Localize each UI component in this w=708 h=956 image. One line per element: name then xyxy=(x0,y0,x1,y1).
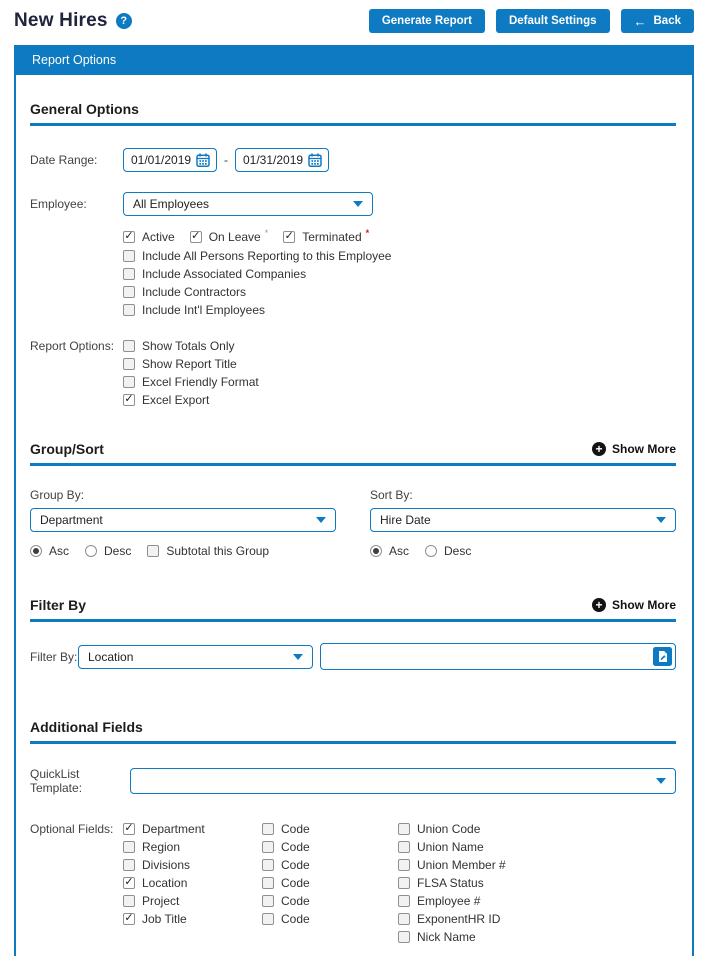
checkbox-box[interactable]: ✓ xyxy=(191,230,201,242)
option-label: Department xyxy=(142,821,205,836)
option-label: On Leave xyxy=(208,229,261,244)
date-separator: - xyxy=(224,153,228,167)
general-options-heading: General Options xyxy=(30,101,139,117)
checkbox-department[interactable] xyxy=(123,820,262,837)
group-by-label: Group By: xyxy=(30,488,85,502)
checkbox-excel-friendly-format[interactable] xyxy=(123,373,259,390)
show-more-label: Show More xyxy=(611,598,676,612)
back-button[interactable] xyxy=(621,9,695,33)
checkbox-box[interactable] xyxy=(123,358,135,370)
optional-fields-column-2 xyxy=(262,820,398,946)
generate-report-label: Generate Report xyxy=(381,15,472,27)
section-divider xyxy=(30,123,676,126)
option-label: Excel Friendly Format xyxy=(142,374,259,389)
option-label: Include Contractors xyxy=(142,284,247,299)
option-label: Subtotal this Group xyxy=(166,543,270,558)
section-divider xyxy=(30,619,676,622)
optional-fields-row xyxy=(30,820,676,946)
checkbox-box[interactable]: ✓ xyxy=(124,876,134,888)
checkbox-on-leave[interactable]: ✓ On Leave * xyxy=(191,227,269,244)
checkbox-include-int-l-employees[interactable] xyxy=(123,301,676,318)
optional-fields-column-1 xyxy=(123,820,262,946)
checkbox-box[interactable] xyxy=(123,841,135,853)
report-options-panel xyxy=(14,45,694,956)
date-range-label: Date Range: xyxy=(30,153,98,167)
report-options-label: Report Options: xyxy=(30,339,115,353)
checkbox-box[interactable] xyxy=(123,376,135,388)
checkbox-box[interactable] xyxy=(398,895,410,907)
checkbox-box[interactable] xyxy=(123,859,135,871)
filter-by-heading: Filter By xyxy=(30,597,87,613)
option-label: Desc xyxy=(444,543,472,558)
radio-asc[interactable] xyxy=(370,542,409,559)
lookup-list-icon[interactable] xyxy=(653,647,672,666)
checkbox-box[interactable] xyxy=(262,895,274,907)
checkbox-box[interactable] xyxy=(123,268,135,280)
checkbox-box[interactable] xyxy=(262,877,274,889)
checkbox-union-code[interactable] xyxy=(398,820,676,837)
group-by-order-options xyxy=(30,542,336,560)
section-divider xyxy=(30,741,676,744)
option-label: Code xyxy=(281,911,310,926)
filter-by-show-more[interactable] xyxy=(592,598,676,612)
generate-report-button[interactable] xyxy=(369,9,485,33)
checkbox-box[interactable]: ✓ xyxy=(284,230,294,242)
group-sort-heading: Group/Sort xyxy=(30,441,104,457)
option-label: Code xyxy=(281,857,310,872)
checkbox-active[interactable] xyxy=(123,228,175,245)
end-date-value: 01/31/2019 xyxy=(243,153,304,167)
group-by-column xyxy=(30,488,336,560)
option-label: ExponentHR ID xyxy=(417,911,501,926)
checkbox-union-name[interactable] xyxy=(398,838,676,855)
report-options-list xyxy=(123,337,259,409)
radio-desc[interactable] xyxy=(425,542,471,559)
calendar-icon[interactable] xyxy=(308,153,322,167)
option-label: FLSA Status xyxy=(417,875,484,890)
checkbox-box[interactable] xyxy=(262,913,274,925)
checkbox-box[interactable]: ✓ xyxy=(124,393,134,405)
date-range-row xyxy=(30,148,676,172)
plus-circle-icon: + xyxy=(592,598,606,612)
filter-value-field xyxy=(320,643,676,670)
option-label: Desc xyxy=(104,543,132,558)
group-sort-show-more[interactable] xyxy=(592,442,676,456)
option-label: Include Int'l Employees xyxy=(142,302,266,317)
sort-by-select[interactable] xyxy=(370,508,676,532)
checkbox-project[interactable] xyxy=(123,892,262,909)
radio-button[interactable] xyxy=(85,545,97,557)
checkbox-show-totals-only[interactable] xyxy=(123,337,259,354)
checkbox-box[interactable] xyxy=(398,841,410,853)
option-label: Code xyxy=(281,821,310,836)
checkbox-terminated[interactable]: ✓ Terminated * xyxy=(284,227,370,244)
option-label: Show Totals Only xyxy=(142,338,235,353)
chevron-down-icon xyxy=(293,654,303,660)
checkbox-box[interactable] xyxy=(262,823,274,835)
checkbox-box[interactable] xyxy=(123,250,135,262)
chevron-down-icon xyxy=(656,517,666,523)
option-label: Code xyxy=(281,893,310,908)
arrow-left-icon: ← xyxy=(633,13,647,29)
optional-fields-label: Optional Fields: xyxy=(30,822,114,836)
additional-fields-heading: Additional Fields xyxy=(30,719,143,735)
option-label: Location xyxy=(142,875,188,890)
option-label: Terminated xyxy=(302,229,362,244)
quicklist-template-select[interactable] xyxy=(130,768,676,794)
checkbox-box[interactable]: ✓ xyxy=(124,230,134,242)
checkbox-region[interactable] xyxy=(123,838,262,855)
option-label: Union Name xyxy=(417,839,484,854)
calendar-icon[interactable] xyxy=(196,153,210,167)
default-settings-button[interactable] xyxy=(496,9,610,33)
option-label: Employee # xyxy=(417,893,481,908)
checkbox-subtotal-this-group[interactable] xyxy=(147,542,269,559)
checkbox-employee[interactable] xyxy=(398,892,676,909)
employee-select-value: All Employees xyxy=(133,197,210,211)
checkbox-box[interactable]: ✓ xyxy=(124,822,134,834)
checkbox-box[interactable] xyxy=(398,877,410,889)
checkbox-box[interactable]: ✓ xyxy=(124,912,134,924)
chevron-down-icon xyxy=(353,201,363,207)
chevron-down-icon xyxy=(316,517,326,523)
option-label: Include Associated Companies xyxy=(142,266,307,281)
employee-include-options xyxy=(123,247,676,318)
filter-value-input[interactable] xyxy=(324,646,653,667)
option-label: Divisions xyxy=(142,857,191,872)
plus-circle-icon: + xyxy=(592,442,606,456)
filter-by-label: Filter By: xyxy=(30,649,78,664)
checkbox-include-contractors[interactable] xyxy=(123,283,676,300)
help-icon[interactable]: ? xyxy=(116,13,132,29)
option-label: Code xyxy=(281,839,310,854)
checkbox-excel-export[interactable] xyxy=(123,391,259,408)
back-label: Back xyxy=(653,15,681,27)
option-label: Region xyxy=(142,839,181,854)
filter-field-value: Location xyxy=(88,649,134,664)
page-title: New Hires xyxy=(14,10,108,31)
panel-header: Report Options xyxy=(16,45,692,75)
checkbox-box[interactable] xyxy=(398,931,410,943)
option-label: Include All Persons Reporting to this Employee xyxy=(142,248,392,263)
employee-label: Employee: xyxy=(30,197,87,211)
checkbox-code[interactable] xyxy=(262,856,398,873)
show-more-label: Show More xyxy=(611,442,676,456)
radio-button[interactable] xyxy=(30,545,42,557)
group-by-value: Department xyxy=(40,513,103,527)
option-label: Active xyxy=(142,229,175,244)
optional-fields-column-3 xyxy=(398,820,676,946)
chevron-down-icon xyxy=(656,778,666,784)
checkbox-include-associated-companies[interactable] xyxy=(123,265,676,282)
checkbox-box[interactable] xyxy=(123,286,135,298)
employee-status-options xyxy=(123,228,676,245)
checkbox-box[interactable] xyxy=(398,823,410,835)
section-divider xyxy=(30,463,676,466)
checkbox-code[interactable] xyxy=(262,892,398,909)
checkbox-flsa-status[interactable] xyxy=(398,874,676,891)
option-label: Union Code xyxy=(417,821,481,836)
default-settings-label: Default Settings xyxy=(508,15,597,27)
checkbox-box[interactable] xyxy=(123,895,135,907)
checkbox-box[interactable] xyxy=(262,859,274,871)
report-options-row xyxy=(30,337,676,409)
sort-by-column xyxy=(370,488,676,560)
option-label: Job Title xyxy=(142,911,187,926)
checkbox-box[interactable] xyxy=(398,913,410,925)
radio-asc[interactable] xyxy=(30,542,69,559)
filter-field-select[interactable] xyxy=(78,645,313,669)
option-label: Project xyxy=(142,893,180,908)
checkbox-union-member[interactable] xyxy=(398,856,676,873)
checkbox-box[interactable] xyxy=(123,304,135,316)
quicklist-row xyxy=(30,767,676,795)
group-by-select[interactable] xyxy=(30,508,336,532)
checkbox-job-title[interactable] xyxy=(123,910,262,927)
option-label: Union Member # xyxy=(417,857,506,872)
checkbox-show-report-title[interactable] xyxy=(123,355,259,372)
option-label: Code xyxy=(281,875,310,890)
checkbox-nick-name[interactable] xyxy=(398,928,676,945)
top-bar xyxy=(0,0,708,43)
checkbox-include-all-persons-reporting-to-this-employee[interactable] xyxy=(123,247,676,264)
quicklist-template-label: QuickList Template: xyxy=(30,767,83,795)
start-date-input[interactable] xyxy=(123,148,217,172)
checkbox-code[interactable] xyxy=(262,820,398,837)
option-label: Show Report Title xyxy=(142,356,237,371)
employee-row xyxy=(30,192,676,319)
checkbox-box[interactable] xyxy=(398,859,410,871)
radio-button[interactable] xyxy=(425,545,437,557)
start-date-value: 01/01/2019 xyxy=(131,153,192,167)
checkbox-box[interactable] xyxy=(262,841,274,853)
checkbox-divisions[interactable] xyxy=(123,856,262,873)
sort-by-order-options xyxy=(370,542,676,560)
end-date-input[interactable] xyxy=(235,148,329,172)
option-label: Asc xyxy=(389,543,410,558)
checkbox-location[interactable] xyxy=(123,874,262,891)
filter-row xyxy=(30,643,676,670)
option-label: Asc xyxy=(49,543,70,558)
checkbox-box[interactable] xyxy=(123,340,135,352)
option-label: Nick Name xyxy=(417,929,476,944)
radio-desc[interactable] xyxy=(85,542,131,559)
checkbox-code[interactable] xyxy=(262,838,398,855)
sort-by-value: Hire Date xyxy=(380,513,431,527)
checkbox-code[interactable] xyxy=(262,910,398,927)
checkbox-exponenthr-id[interactable] xyxy=(398,910,676,927)
option-label: Excel Export xyxy=(142,392,210,407)
sort-by-label: Sort By: xyxy=(370,488,413,502)
radio-button[interactable] xyxy=(370,545,382,557)
employee-select[interactable] xyxy=(123,192,373,216)
checkbox-box[interactable] xyxy=(147,545,159,557)
checkbox-code[interactable] xyxy=(262,874,398,891)
